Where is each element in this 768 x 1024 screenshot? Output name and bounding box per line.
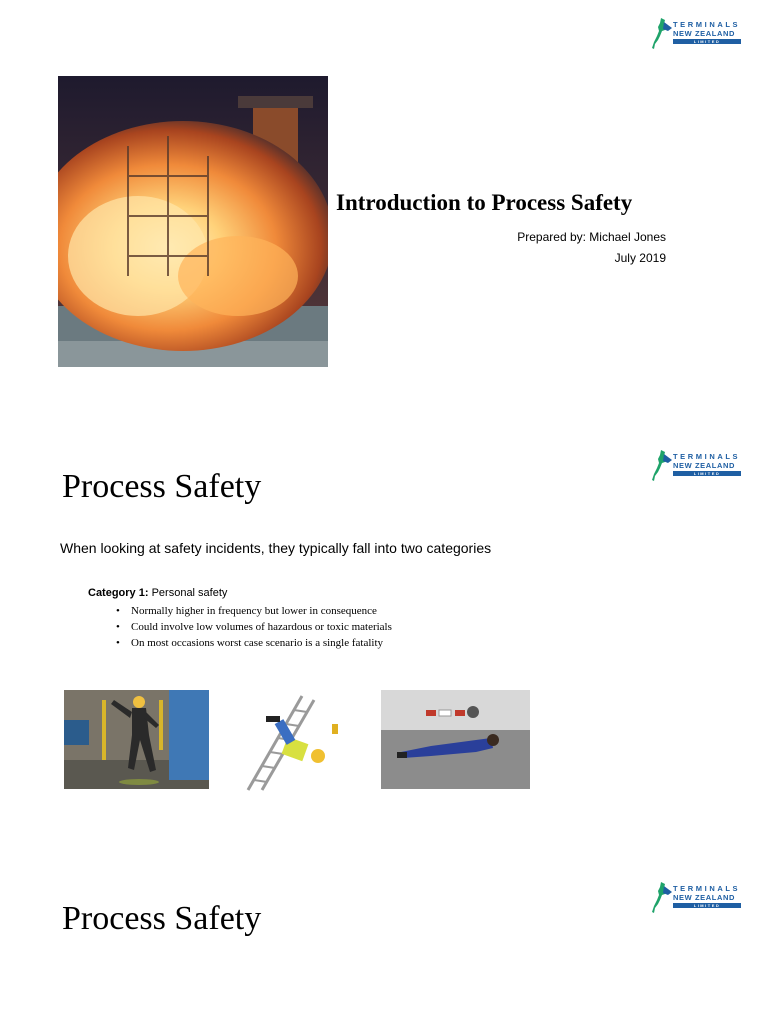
prepared-by: Prepared by: Michael Jones xyxy=(517,230,666,244)
electrical-incident-photo xyxy=(381,690,530,789)
terminals-nz-logo xyxy=(652,880,744,916)
logo-line1: TERMINALS xyxy=(673,452,741,461)
logo-line3: LIMITED xyxy=(693,902,721,908)
slip-incident-photo xyxy=(64,690,209,789)
presentation-title: Introduction to Process Safety xyxy=(336,190,633,215)
bullet-item: • Normally higher in frequency but lower in consequence xyxy=(116,603,392,619)
slide-3 xyxy=(0,864,768,1024)
logo-line3: LIMITED xyxy=(693,470,721,476)
logo-line1: TERMINALS xyxy=(673,884,741,893)
bullet-list xyxy=(116,603,392,651)
terminals-nz-logo xyxy=(652,16,744,52)
explosion-image xyxy=(58,76,328,367)
category-label: Category 1: xyxy=(88,587,149,599)
slide-title: Process Safety xyxy=(62,900,262,937)
logo-line2: NEW ZEALAND xyxy=(673,461,736,470)
intro-text: When looking at safety incidents, they typically fall into two categories xyxy=(60,540,492,556)
nz-map-icon xyxy=(652,16,674,50)
slide-1 xyxy=(0,0,768,420)
slide-2 xyxy=(0,432,768,832)
terminals-nz-logo xyxy=(652,448,744,484)
bullet-item: • Could involve low volumes of hazardous or toxic materials xyxy=(116,619,392,635)
logo-line2: NEW ZEALAND xyxy=(673,893,736,902)
slide-title: Process Safety xyxy=(62,468,262,505)
category-heading xyxy=(88,587,227,599)
nz-map-icon xyxy=(652,448,674,482)
nz-map-icon xyxy=(652,880,674,914)
presentation-date: July 2019 xyxy=(614,251,666,265)
bullet-item: • On most occasions worst case scenario is a single fatality xyxy=(116,635,392,651)
category-name: Personal safety xyxy=(148,587,228,599)
logo-line3: LIMITED xyxy=(693,38,721,44)
logo-line2: NEW ZEALAND xyxy=(673,29,736,38)
ladder-fall-illustration xyxy=(240,690,350,792)
logo-line1: TERMINALS xyxy=(673,20,741,29)
